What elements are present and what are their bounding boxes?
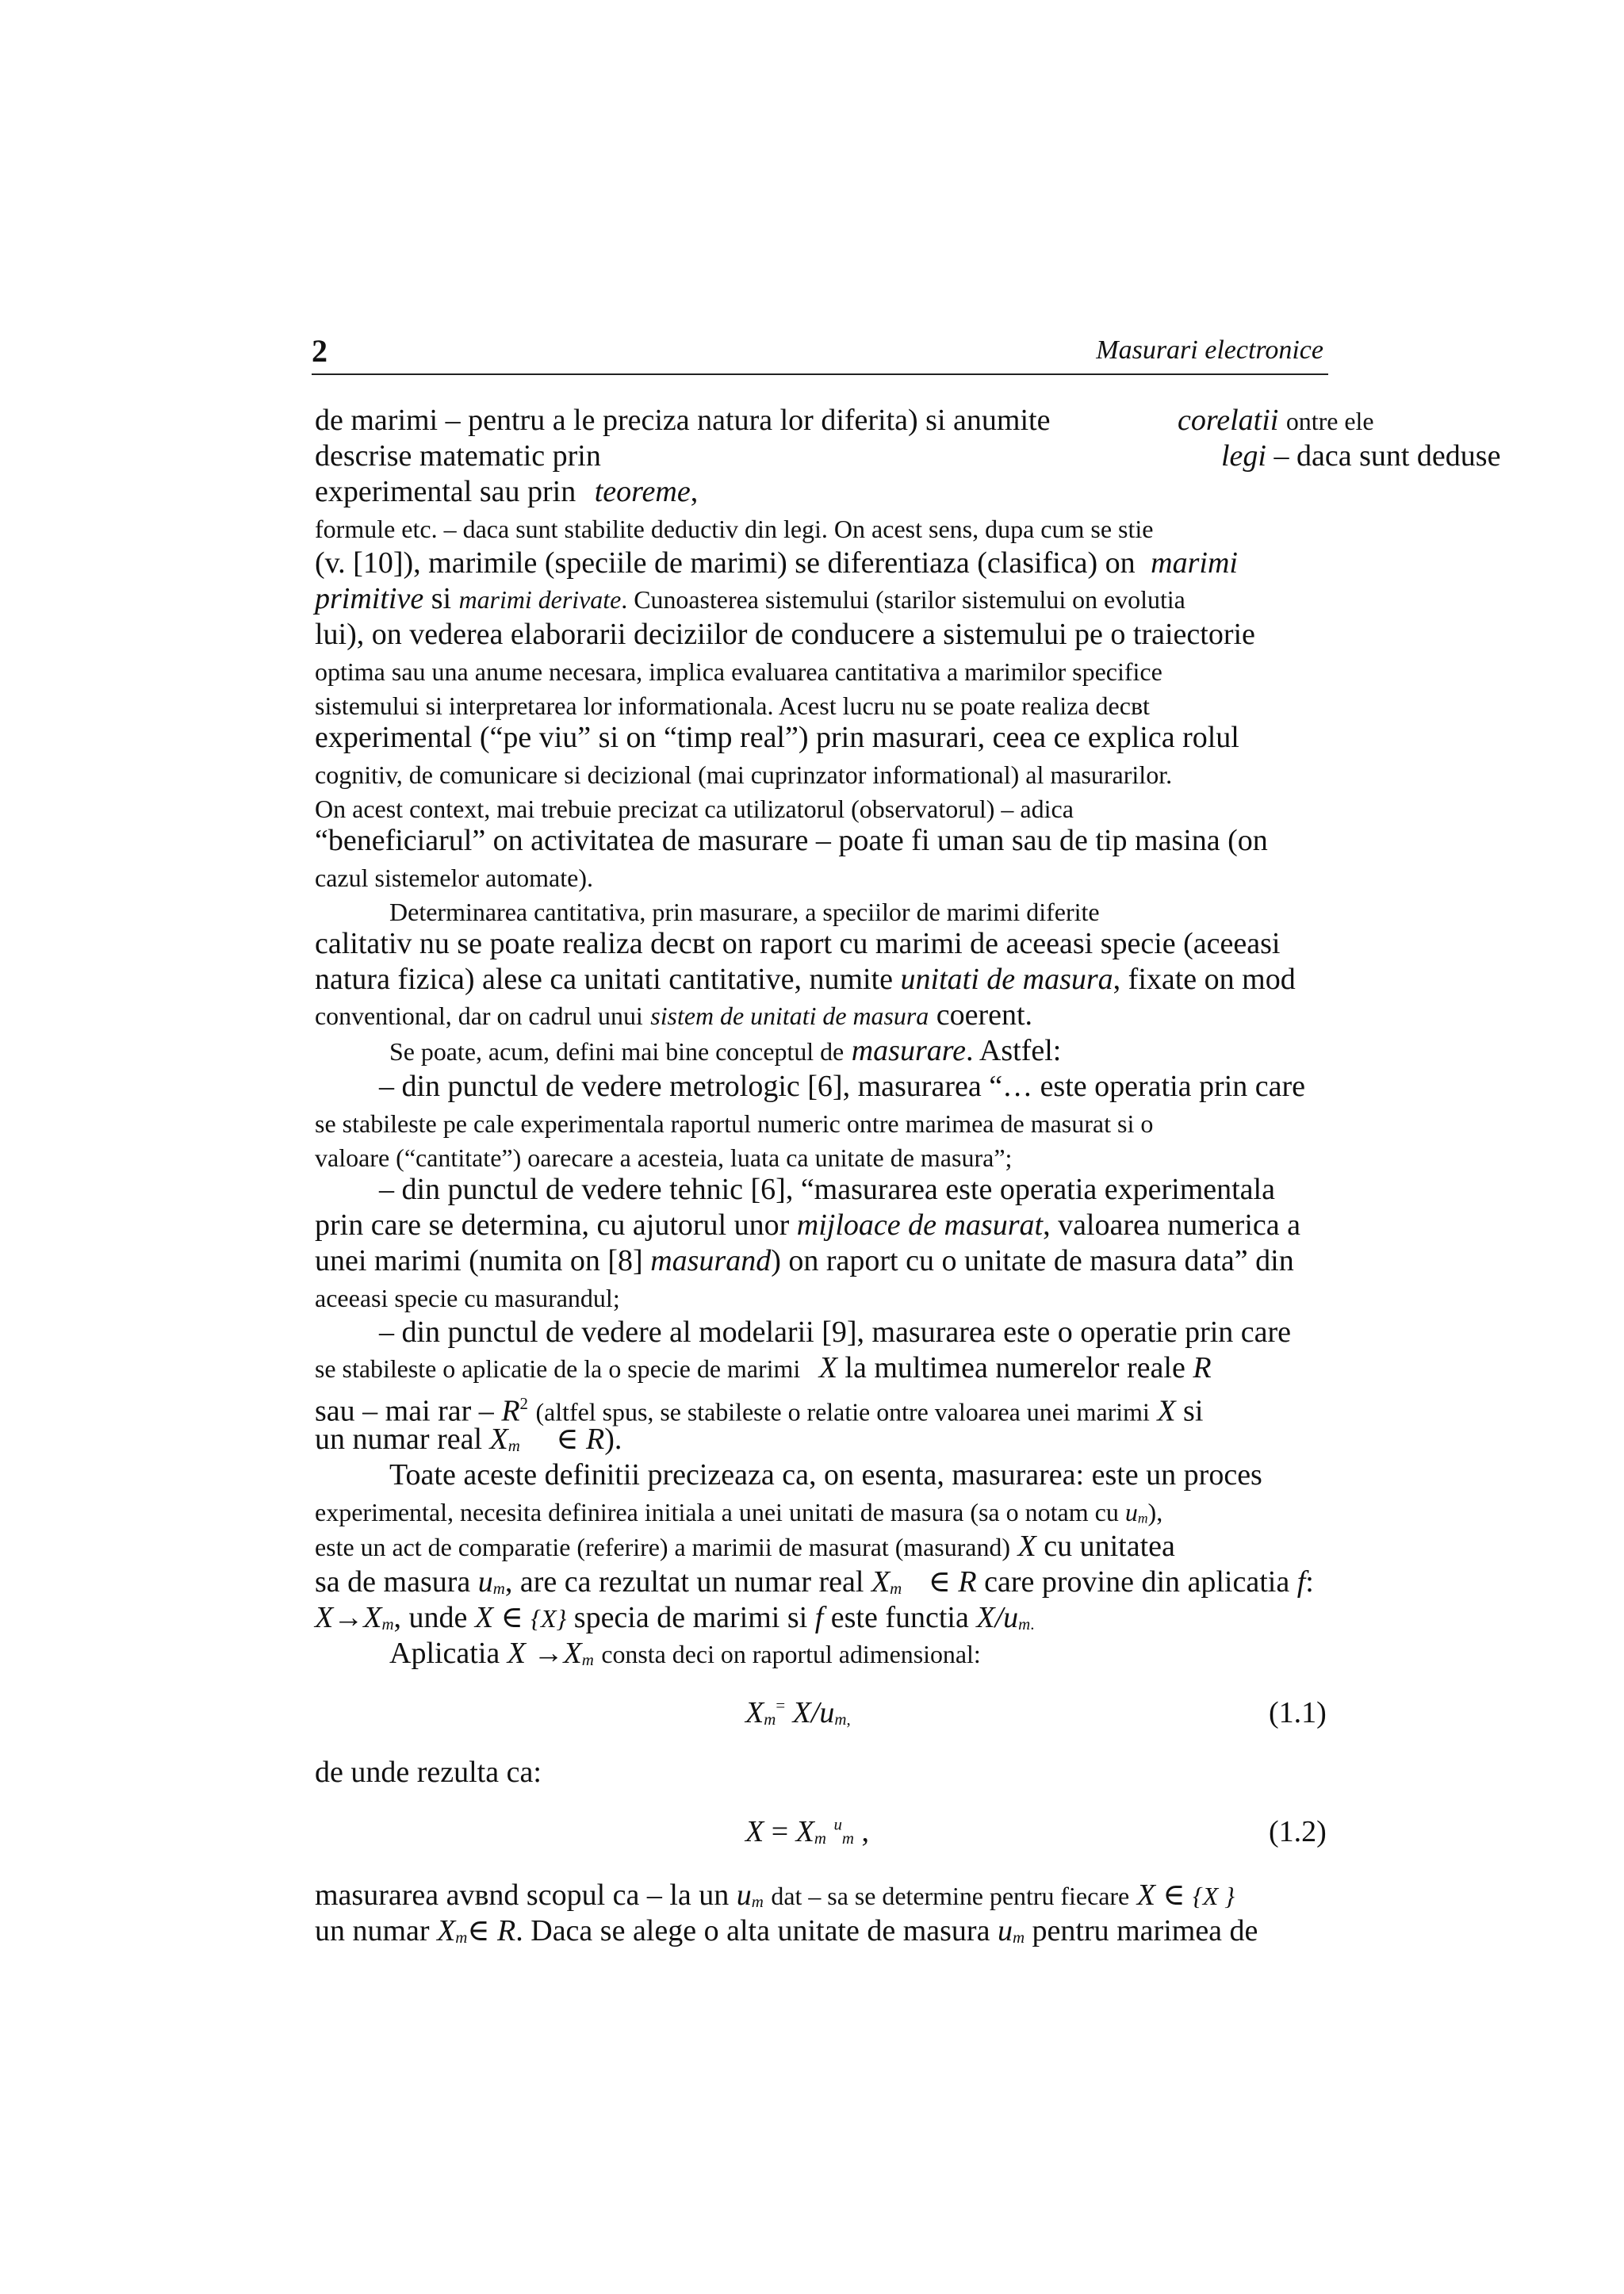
math-var: X <box>745 1696 764 1729</box>
italic-term: primitive <box>315 582 424 615</box>
math-var: X <box>474 1601 494 1634</box>
math-var: X <box>489 1423 508 1456</box>
math-symbol: ∈ <box>467 1914 490 1947</box>
subscript: m <box>381 1614 394 1634</box>
page-header <box>312 329 1328 375</box>
math-symbol: ∈ <box>1162 1878 1185 1912</box>
math-var: u <box>997 1914 1013 1947</box>
math-var: X <box>1017 1530 1036 1563</box>
bullet-line: – din punctul de vedere tehnic [6], “masurarea este operatia experimentala <box>379 1173 1275 1206</box>
text-span: , <box>861 1815 870 1848</box>
italic-term: masurand <box>650 1244 772 1277</box>
running-title: Masurari electronice <box>1096 335 1323 365</box>
text-line: optima sau una anume necesara, implica evaluarea cantitativa a marimilor specifice <box>315 657 1162 686</box>
text-span: . Cunoasterea sistemului (starilor sistemului on evolutia <box>621 586 1185 614</box>
equation-1-2 <box>745 1814 869 1849</box>
text-line: sistemului si interpretarea lor informationala. Acest lucru nu se poate realiza decвt <box>315 691 1150 720</box>
text-span: este functia <box>830 1601 969 1634</box>
subscript: m <box>1137 1510 1148 1526</box>
math-set: {X} <box>530 1605 567 1633</box>
math-var: X <box>795 1815 814 1848</box>
text-span: . <box>1030 1614 1035 1634</box>
page-number: 2 <box>312 333 327 369</box>
text-line: Toate aceste definitii precizeaza ca, on esenta, masurarea: este un proces <box>389 1458 1262 1492</box>
bullet-line: – din punctul de vedere al modelarii [9], masurarea este o operatie prin care <box>379 1316 1292 1349</box>
math-symbol: = <box>771 1815 789 1848</box>
text-span: descrise matematic prin <box>315 439 601 473</box>
math-symbol: = <box>776 1695 786 1715</box>
math-var: u <box>477 1565 493 1599</box>
text-span: , fixate on mod <box>1113 963 1296 996</box>
math-var: u <box>736 1878 752 1912</box>
text-line: “beneficiarul” on activitatea de masurare – poate fi uman sau de tip masina (on <box>315 824 1268 857</box>
text-span: (altfel spus, se stabileste o relatie ontre valoarea unei marimi <box>535 1398 1150 1427</box>
text-span: ), <box>1147 1498 1163 1526</box>
subscript: m <box>581 1650 594 1670</box>
text-span: (v. [10]), marimile (speciile de marimi) se diferentiaza (clasifica) on <box>315 546 1136 580</box>
italic-term: marimi <box>1151 546 1238 580</box>
equation-1-1 <box>745 1695 851 1730</box>
text-span: un numar real <box>315 1423 483 1456</box>
text-line: aceeasi specie cu masurandul; <box>315 1284 620 1312</box>
text-span: , <box>690 475 699 508</box>
text-span: experimental, necesita definirea initiala a unei unitati de masura (sa o notam cu <box>315 1498 1119 1526</box>
text-span: natura fizica) alese ca unitati cantitative, numite <box>315 963 894 996</box>
text-line <box>315 1350 1212 1387</box>
math-symbol: ∈ <box>928 1565 951 1599</box>
subscript: m <box>841 1829 855 1848</box>
text-line: experimental (“pe viu” si on “timp real”) prin masurari, ceea ce explica rolul <box>315 721 1239 754</box>
text-span: , unde <box>393 1601 468 1634</box>
math-symbol: ∈ <box>556 1423 579 1456</box>
math-var: R <box>501 1394 520 1428</box>
superscript: 2 <box>519 1394 528 1413</box>
math-expression: X/u <box>976 1601 1019 1634</box>
text-line <box>315 403 1050 438</box>
text-line <box>315 1913 1258 1955</box>
subscript: m <box>508 1436 520 1456</box>
italic-term: marimi derivate <box>458 586 622 614</box>
math-var: R <box>585 1423 605 1456</box>
subscript: m <box>890 1579 902 1599</box>
text-span: . Astfel: <box>966 1034 1062 1067</box>
subscript: m <box>751 1892 764 1912</box>
math-set: {X } <box>1193 1882 1235 1910</box>
math-var: X <box>871 1565 891 1599</box>
subscript: m <box>1012 1928 1025 1947</box>
text-span: Aplicatia <box>389 1637 500 1670</box>
text-span: pentru marimea de <box>1032 1914 1258 1947</box>
italic-term: unitati de masura <box>900 963 1113 996</box>
equation-number: (1.2) <box>1269 1815 1327 1848</box>
text-span: coerent. <box>936 998 1033 1032</box>
text-span: ) on raport cu o unitate de masura data” din <box>771 1244 1294 1277</box>
subscript: m <box>814 1829 826 1848</box>
text-line <box>315 998 1032 1034</box>
text-span: care provine din aplicatia <box>984 1565 1290 1599</box>
math-symbol: ∈ <box>500 1601 523 1634</box>
math-var: f <box>814 1601 824 1634</box>
text-line <box>315 1208 1300 1243</box>
italic-term: sistem de unitati de masura <box>650 1002 929 1030</box>
italic-term: masurare <box>851 1034 966 1067</box>
text-span: Se poate, acum, defini mai bine conceptul de <box>389 1038 845 1066</box>
text-span: cu unitatea <box>1044 1530 1175 1563</box>
italic-term: teoreme <box>594 475 691 508</box>
text-line: Determinarea cantitativa, prin masurare, a speciilor de marimi diferite <box>389 898 1100 926</box>
math-var: X <box>507 1637 526 1670</box>
text-span: dat – sa se determine pentru fiecare <box>771 1882 1130 1910</box>
math-var: R <box>497 1914 516 1947</box>
text-line: calitativ nu se poate realiza decвt on raport cu marimi de aceeasi specie (aceeasi <box>315 927 1281 960</box>
text-span: masurarea avвnd scopul ca – la un <box>315 1878 730 1912</box>
math-var: X <box>1157 1394 1176 1428</box>
text-line: lui), on vederea elaborarii deciziilor de conducere a sistemului pe o traiectorie <box>315 618 1255 651</box>
text-line: formule etc. – daca sunt stabilite deductiv din legi. On acest sens, dupa cum se stie <box>315 515 1154 543</box>
text-span: . Daca se alege o alta unitate de masura <box>515 1914 990 1947</box>
text-line <box>389 1033 1061 1070</box>
text-line <box>315 546 1238 580</box>
subscript: m <box>1018 1614 1031 1634</box>
text-line <box>315 474 698 509</box>
text-span: conventional, dar on cadrul unui <box>315 1002 643 1030</box>
subscript: m <box>492 1579 505 1599</box>
text-line: valoare (“cantitate”) oarecare a acesteia, luata ca unitate de masura”; <box>315 1143 1013 1172</box>
text-span: , <box>846 1710 851 1729</box>
text-span: se stabileste o aplicatie de la o specie de marimi <box>315 1355 801 1383</box>
text-span: la multimea numerelor reale <box>845 1351 1185 1384</box>
text-span: ontre ele <box>1285 408 1374 435</box>
math-var: X <box>363 1601 382 1634</box>
text-line: cazul sistemelor automate). <box>315 864 593 892</box>
text-span: si <box>1183 1394 1204 1428</box>
arrow-symbol: → <box>333 1601 364 1634</box>
math-expression: X/u <box>792 1696 835 1729</box>
text-line <box>315 1529 1175 1565</box>
math-var: R <box>1193 1351 1212 1384</box>
text-span: sau – mai rar – <box>315 1394 494 1428</box>
text-span: unei marimi (numita on [8] <box>315 1244 643 1277</box>
math-var: X <box>745 1815 764 1848</box>
text-span: si <box>431 582 452 615</box>
text-line: de unde rezulta ca: <box>315 1756 542 1789</box>
math-var: X <box>1136 1878 1155 1912</box>
math-var: X <box>818 1351 837 1384</box>
bullet-line: – din punctul de vedere metrologic [6], masurarea “… este operatia prin care <box>379 1070 1305 1103</box>
subscript: m <box>834 1710 847 1729</box>
text-line <box>315 962 1296 997</box>
text-span: de marimi – pentru a le preciza natura lor diferita) si anumite <box>315 404 1051 437</box>
text-line <box>389 1636 981 1677</box>
equation-number: (1.1) <box>1269 1696 1327 1729</box>
text-span: prin care se determina, cu ajutorul unor <box>315 1208 790 1242</box>
text-span: consta deci on raportul adimensional: <box>601 1641 981 1668</box>
text-line <box>315 1243 1294 1278</box>
arrow-symbol: → <box>533 1637 564 1670</box>
math-var: X <box>437 1914 456 1947</box>
math-var: u <box>833 1814 842 1834</box>
subscript: m <box>455 1928 468 1947</box>
italic-term: mijloace de masurat <box>796 1208 1044 1242</box>
text-span: , valoarea numerica a <box>1043 1208 1300 1242</box>
italic-term: corelatii <box>1178 404 1279 437</box>
text-line <box>1178 403 1374 439</box>
math-var: R <box>958 1565 977 1599</box>
text-line: cognitiv, de comunicare si decizional (mai cuprinzator informational) al masurarilor. <box>315 760 1173 789</box>
text-span: – daca sunt deduse <box>1274 439 1501 473</box>
text-span: specia de marimi si <box>573 1601 808 1634</box>
text-line: On acest context, mai trebuie precizat ca utilizatorul (observatorul) – adica <box>315 795 1074 823</box>
text-span: ). <box>604 1423 622 1456</box>
text-span: sa de masura <box>315 1565 471 1599</box>
italic-term: legi <box>1221 439 1266 473</box>
text-span: : <box>1305 1565 1314 1599</box>
subscript: m <box>764 1710 776 1729</box>
text-span: este un act de comparatie (referire) a marimii de masurat (masurand) <box>315 1534 1010 1561</box>
text-line: se stabileste pe cale experimentala raportul numeric ontre marimea de masurat si o <box>315 1109 1154 1138</box>
text-span: , are ca rezultat un numar real <box>504 1565 864 1599</box>
math-var: X <box>563 1637 582 1670</box>
text-span: experimental sau prin <box>315 475 576 508</box>
text-span: un numar <box>315 1914 430 1947</box>
math-var: u <box>1124 1498 1138 1526</box>
text-line <box>1221 439 1500 473</box>
math-var: f <box>1297 1565 1306 1599</box>
text-line <box>315 581 1185 618</box>
math-var: X <box>315 1601 334 1634</box>
text-line <box>315 439 601 473</box>
